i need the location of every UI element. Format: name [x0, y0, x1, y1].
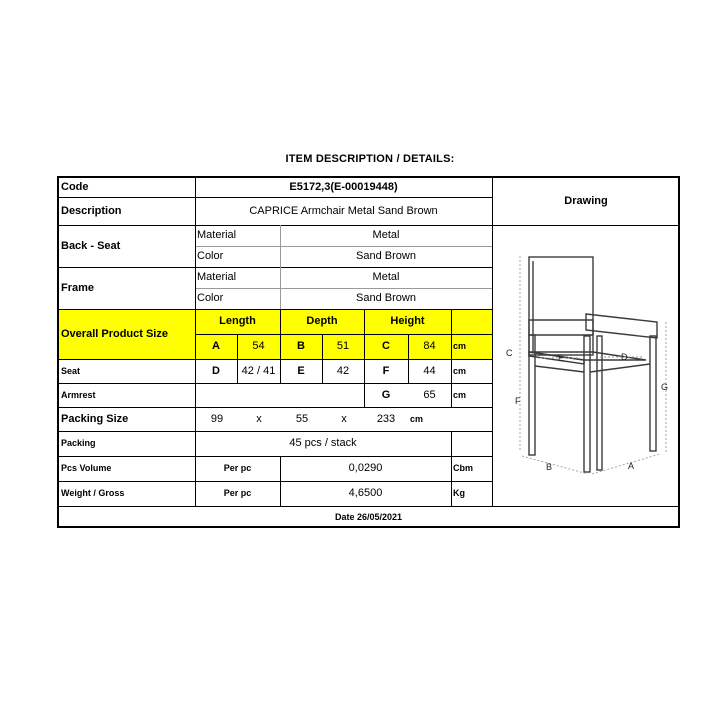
armrest-unit: cm	[453, 389, 467, 400]
page-title: ITEM DESCRIPTION / DETAILS:	[285, 153, 455, 165]
frame-color-label: Color	[197, 292, 224, 304]
grid-line	[59, 407, 492, 408]
grid-line	[59, 506, 678, 507]
packing-size-unit: cm	[410, 413, 424, 424]
frame-material-label: Material	[197, 271, 237, 283]
grid-line	[59, 225, 678, 226]
grid-line	[59, 267, 492, 268]
packing-size-times-1: x	[256, 412, 262, 425]
grid-line	[59, 456, 492, 457]
drawing-letter-d: D	[621, 352, 628, 362]
grid-line	[59, 359, 492, 360]
grid-line	[408, 334, 409, 383]
grid-line	[492, 178, 493, 506]
weight-unit: Kg	[453, 488, 465, 498]
grid-line	[59, 431, 492, 432]
seat-label: Seat	[61, 365, 81, 376]
packing-size-height: 233	[376, 412, 396, 425]
grid-line	[195, 246, 492, 247]
dim-c-letter: C	[382, 340, 390, 352]
drawing-letter-b: B	[546, 462, 553, 472]
armrest-label: Armrest	[61, 389, 96, 400]
grid-line	[280, 225, 281, 309]
dim-e-value: 42	[336, 364, 350, 377]
weight-label: Weight / Gross	[61, 488, 125, 498]
dimension-b-line	[522, 456, 588, 474]
overall-size-label: Overall Product Size	[61, 327, 168, 340]
grid-line	[280, 309, 281, 383]
grid-line	[237, 334, 238, 383]
dim-d-value: 42 / 41	[241, 364, 276, 377]
grid-line	[195, 334, 492, 335]
back-seat-material-label: Material	[197, 229, 237, 241]
code-label: Code	[61, 181, 89, 193]
drawing-letter-f: F	[515, 396, 521, 406]
grid-line	[364, 309, 365, 407]
dim-f-letter: F	[382, 364, 390, 377]
packing-size-label: Packing Size	[61, 412, 129, 425]
pcs-volume-value: 0,0290	[348, 462, 383, 474]
drawing-label: Drawing	[564, 195, 608, 207]
dim-f-value: 44	[423, 364, 436, 377]
packing-size-depth: 55	[295, 412, 309, 425]
back-seat-color-label: Color	[197, 250, 224, 262]
depth-label: Depth	[306, 315, 338, 327]
dim-b-value: 51	[336, 340, 350, 352]
dim-a-letter: A	[212, 340, 220, 352]
armchair-drawing	[500, 240, 680, 490]
drawing-letter-e: E	[558, 353, 565, 363]
back-seat-color: Sand Brown	[356, 250, 416, 262]
seat-unit: cm	[453, 365, 467, 376]
packing-label: Packing	[61, 438, 96, 448]
dim-d-letter: D	[212, 364, 220, 377]
grid-line	[451, 431, 452, 506]
packing-size-length: 99	[210, 412, 224, 425]
dim-g-letter: G	[381, 388, 391, 401]
packing-value: 45 pcs / stack	[289, 437, 357, 449]
chair-leg	[597, 336, 602, 470]
chair-rail	[535, 366, 584, 372]
grid-line	[59, 481, 492, 482]
frame-color: Sand Brown	[356, 292, 416, 304]
dim-a-value: 54	[252, 340, 265, 352]
date-footer: Date 26/05/2021	[334, 511, 403, 522]
drawing-letter-a: A	[628, 461, 635, 471]
code-value: E5172,3(E-00019448)	[289, 181, 398, 193]
back-seat-material: Metal	[372, 229, 400, 241]
weight-value: 4,6500	[348, 487, 383, 499]
frame-material: Metal	[372, 271, 400, 283]
frame-label: Frame	[61, 281, 95, 294]
drawing-letter-g: G	[661, 382, 669, 392]
pcs-volume-per: Per pc	[223, 463, 252, 473]
grid-line	[322, 334, 323, 383]
chair-leg	[650, 336, 656, 451]
dim-g-value: 65	[423, 388, 436, 401]
weight-per: Per pc	[223, 488, 252, 498]
packing-size-times-2: x	[341, 412, 347, 425]
back-seat-label: Back - Seat	[61, 239, 121, 252]
chair-left-armrest	[529, 320, 593, 335]
grid-line	[195, 178, 196, 506]
overall-unit: cm	[453, 341, 467, 351]
grid-line	[195, 288, 492, 289]
height-label: Height	[390, 315, 425, 327]
description-value: CAPRICE Armchair Metal Sand Brown	[249, 204, 438, 217]
chair-right-armrest	[586, 314, 657, 338]
grid-line	[59, 197, 492, 198]
pcs-volume-label: Pcs Volume	[61, 463, 112, 473]
pcs-volume-unit: Cbm	[453, 463, 473, 473]
grid-line	[280, 456, 281, 506]
description-label: Description	[61, 204, 122, 217]
length-label: Length	[219, 315, 256, 327]
dim-e-letter: E	[297, 364, 305, 377]
grid-line	[59, 383, 492, 384]
chair-leg	[584, 336, 590, 472]
grid-line	[59, 309, 492, 310]
chair-rail	[590, 364, 650, 372]
drawing-letter-c: C	[506, 348, 513, 358]
grid-line	[451, 309, 452, 407]
dim-c-value: 84	[423, 340, 436, 352]
dim-b-letter: B	[297, 340, 305, 352]
